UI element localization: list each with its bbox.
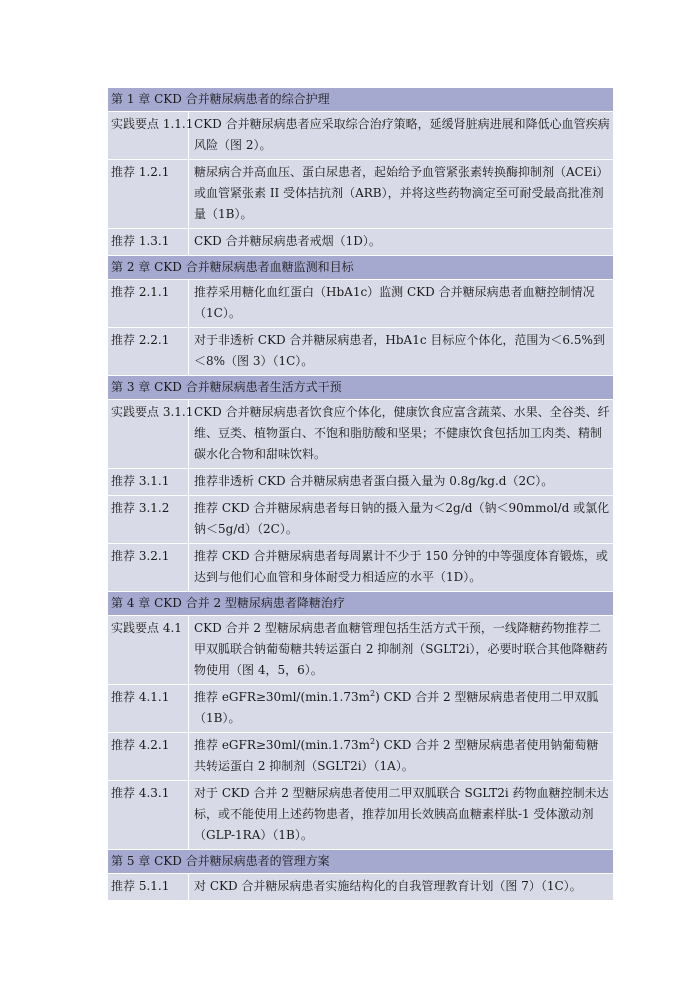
chapter-row (108, 592, 614, 616)
text-part: 推荐 eGFR≥30ml/(min.1.73m (194, 690, 370, 704)
chapter-row (108, 376, 614, 400)
table-row (108, 280, 614, 328)
superscript: 2 (370, 689, 376, 698)
recommendation-text: 推荐 CKD 合并糖尿病患者每日钠的摄入量为＜2g/d（钠＜90mmol/d 或氯化钠＜5g/d）（2C）。 (189, 496, 614, 544)
recommendation-text: 糖尿病合并高血压、蛋白尿患者，起始给予血管紧张素转换酶抑制剂（ACEi）或血管紧张素 II 受体拮抗剂（ARB），并将这些药物滴定至可耐受最高批准剂量（1B）。 (189, 160, 614, 229)
recommendation-id: 推荐 2.1.1 (108, 280, 189, 328)
table-row (108, 733, 614, 781)
chapter-title: 第 4 章 CKD 合并 2 型糖尿病患者降糖治疗 (108, 592, 614, 616)
table-row (108, 160, 614, 229)
chapter-title: 第 3 章 CKD 合并糖尿病患者生活方式干预 (108, 376, 614, 400)
recommendation-id: 推荐 3.1.2 (108, 496, 189, 544)
recommendation-text: 推荐采用糖化血红蛋白（HbA1c）监测 CKD 合并糖尿病患者血糖控制情况（1C）。 (189, 280, 614, 328)
table-row (108, 616, 614, 685)
recommendation-id: 推荐 3.1.1 (108, 469, 189, 496)
table-row (108, 781, 614, 850)
chapter-title: 第 1 章 CKD 合并糖尿病患者的综合护理 (108, 88, 614, 112)
recommendation-id: 实践要点 4.1 (108, 616, 189, 685)
text-part: ) CKD 合并 2 型糖尿病患者使用二甲双胍（1B）。 (194, 690, 599, 725)
chapter-row (108, 850, 614, 874)
table-row (108, 469, 614, 496)
recommendation-text: 推荐 CKD 合并糖尿病患者每周累计不少于 150 分钟的中等强度体育锻炼，或达到与他们心血管和身体耐受力相适应的水平（1D）。 (189, 544, 614, 592)
table-row (108, 874, 614, 901)
text-part: 推荐 eGFR≥30ml/(min.1.73m (194, 738, 370, 752)
recommendation-id: 推荐 4.3.1 (108, 781, 189, 850)
recommendation-id: 实践要点 3.1.1 (108, 400, 189, 469)
table-row (108, 496, 614, 544)
recommendation-text: 推荐非透析 CKD 合并糖尿病患者蛋白摄入量为 0.8g/kg.d（2C）。 (189, 469, 614, 496)
recommendation-id: 推荐 3.2.1 (108, 544, 189, 592)
recommendation-id: 推荐 2.2.1 (108, 328, 189, 376)
chapter-row (108, 88, 614, 112)
recommendation-id: 推荐 5.1.1 (108, 874, 189, 901)
recommendations-table (107, 87, 614, 901)
recommendation-id: 推荐 1.2.1 (108, 160, 189, 229)
recommendation-text: CKD 合并糖尿病患者饮食应个体化，健康饮食应富含蔬菜、水果、全谷类、纤维、豆类、植物蛋白、不饱和脂肪酸和坚果；不健康饮食包括加工肉类、精制碳水化合物和甜味饮料。 (189, 400, 614, 469)
table-row (108, 685, 614, 733)
chapter-row (108, 256, 614, 280)
text-part: ) CKD 合并 2 型糖尿病患者使用钠葡萄糖共转运蛋白 2 抑制剂（SGLT2i）（1A）。 (194, 738, 599, 773)
table-row (108, 400, 614, 469)
table-row (108, 112, 614, 160)
recommendation-text: 对于 CKD 合并 2 型糖尿病患者使用二甲双胍联合 SGLT2i 药物血糖控制未达标，或不能使用上述药物患者，推荐加用长效胰高血糖素样肽-1 受体激动剂（GLP-1RA）（1B）。 (189, 781, 614, 850)
recommendation-id: 实践要点 1.1.1 (108, 112, 189, 160)
table-row (108, 229, 614, 256)
recommendation-text (189, 685, 614, 733)
recommendation-id: 推荐 4.1.1 (108, 685, 189, 733)
recommendation-text: CKD 合并糖尿病患者应采取综合治疗策略，延缓肾脏病进展和降低心血管疾病风险（图 2）。 (189, 112, 614, 160)
recommendation-text: 对于非透析 CKD 合并糖尿病患者，HbA1c 目标应个体化，范围为＜6.5%到＜8%（图 3）（1C）。 (189, 328, 614, 376)
recommendation-text: CKD 合并糖尿病患者戒烟（1D）。 (189, 229, 614, 256)
chapter-title: 第 5 章 CKD 合并糖尿病患者的管理方案 (108, 850, 614, 874)
chapter-title: 第 2 章 CKD 合并糖尿病患者血糖监测和目标 (108, 256, 614, 280)
recommendation-text: 对 CKD 合并糖尿病患者实施结构化的自我管理教育计划（图 7）（1C）。 (189, 874, 614, 901)
recommendation-text (189, 733, 614, 781)
recommendation-id: 推荐 4.2.1 (108, 733, 189, 781)
table-row (108, 328, 614, 376)
superscript: 2 (370, 737, 376, 746)
recommendation-id: 推荐 1.3.1 (108, 229, 189, 256)
table-row (108, 544, 614, 592)
recommendation-text: CKD 合并 2 型糖尿病患者血糖管理包括生活方式干预，一线降糖药物推荐二甲双胍联合钠葡萄糖共转运蛋白 2 抑制剂（SGLT2i），必要时联合其他降糖药物使用（图 4，5，6）。 (189, 616, 614, 685)
